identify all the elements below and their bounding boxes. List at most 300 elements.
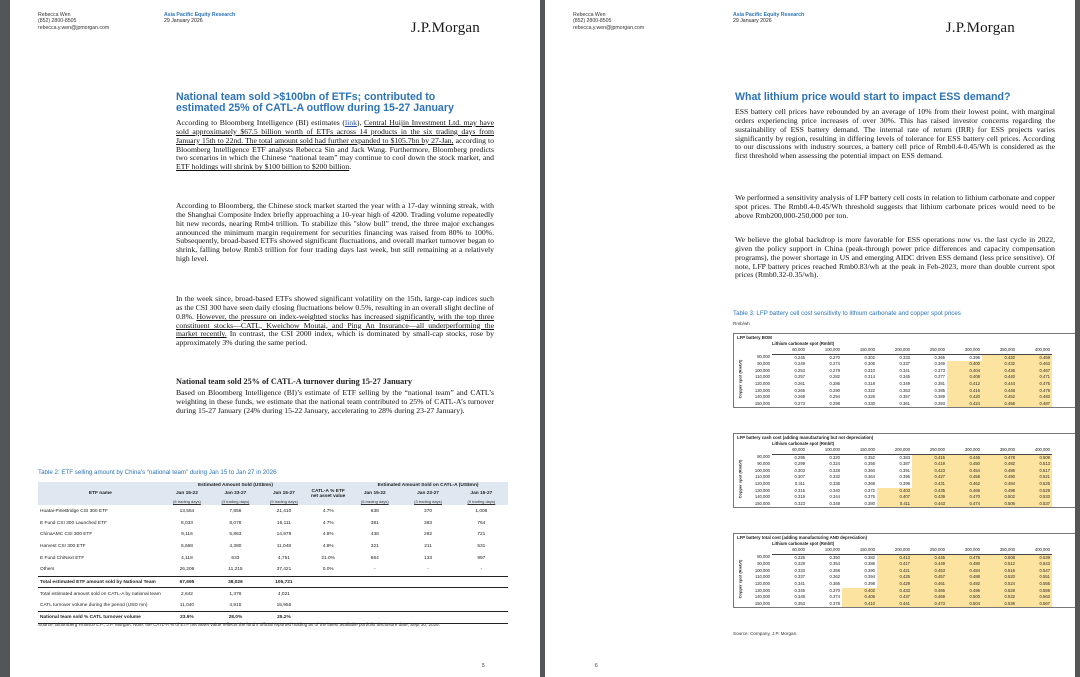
report-meta <box>733 12 804 25</box>
table-cell: 11,040 <box>179 602 195 608</box>
row-header: 110,000 <box>755 474 770 480</box>
row-header: 80,000 <box>757 554 770 560</box>
table-row <box>746 561 1052 568</box>
value-cell: 0.474 <box>947 501 982 508</box>
value-cell: 0.410 <box>842 601 877 608</box>
value-cell: 0.376 <box>864 494 875 500</box>
value-cell: 0.322 <box>864 387 875 393</box>
table-cell: 633 <box>231 555 240 561</box>
table-row <box>746 494 1052 501</box>
row-axis-title <box>735 350 745 407</box>
value-cell: 0.420 <box>947 394 982 401</box>
row-header: 130,000 <box>754 487 770 493</box>
value-cell: 0.295 <box>794 454 805 460</box>
value-cell: 0.470 <box>947 494 982 501</box>
page-header <box>38 12 520 52</box>
value-cell: 0.440 <box>982 374 1017 381</box>
table-cell <box>401 600 454 612</box>
value-cell: 0.302 <box>864 354 875 360</box>
value-cell: 0.366 <box>829 580 840 586</box>
value-cell: 0.253 <box>794 367 805 373</box>
value-cell: 0.480 <box>947 561 982 568</box>
col-etf-name: ETF name <box>38 482 163 505</box>
table-cell <box>308 600 348 612</box>
table-cell: 16,111 <box>276 520 291 526</box>
value-cell: 0.396 <box>969 354 980 360</box>
value-cell: 0.393 <box>934 400 945 406</box>
value-cell: 0.274 <box>829 361 840 367</box>
column-header: 300,000 <box>947 347 982 354</box>
table-cell: E Fund ChiNext ETF <box>40 555 85 561</box>
table-cell <box>401 588 454 600</box>
report-page-5 <box>10 0 540 677</box>
value-cell: 0.420 <box>982 354 1017 361</box>
value-cell: 0.520 <box>982 574 1017 581</box>
etf-table-body <box>38 505 508 623</box>
value-cell: 0.345 <box>899 374 910 380</box>
sensitivity-title: LFP battery total cost (adding manufacturing AND depreciation) <box>734 534 1075 541</box>
table-cell: 5,863 <box>229 532 242 538</box>
value-cell: 0.330 <box>864 400 875 406</box>
table-row <box>38 505 508 517</box>
value-cell: 0.448 <box>982 388 1017 395</box>
table-3-source: Source: Company, J.P. Morgan. <box>733 631 798 636</box>
period-days: (3 trading days) <box>211 498 259 506</box>
row-header: 120,000 <box>754 480 770 486</box>
row-header: 110,000 <box>755 374 770 380</box>
column-header: 100,000 <box>807 547 842 554</box>
table-row <box>746 388 1052 395</box>
col-group-amount-sold: Estimated Amount Sold (US$mn) <box>163 482 308 490</box>
table-cell: 381 <box>370 520 379 526</box>
row-header: 120,000 <box>754 380 770 386</box>
value-cell: 0.360 <box>864 467 875 473</box>
value-cell: 0.314 <box>864 374 875 380</box>
table-row <box>746 474 1052 481</box>
value-cell: 0.458 <box>947 474 982 481</box>
value-cell: 0.525 <box>1017 481 1052 488</box>
table-row <box>746 601 1052 608</box>
value-cell: 0.473 <box>912 601 947 608</box>
value-cell: 0.294 <box>829 394 840 400</box>
value-cell: 0.547 <box>1017 568 1052 575</box>
value-cell: 0.381 <box>934 380 945 386</box>
column-header: 350,000 <box>982 547 1017 554</box>
value-cell: 0.543 <box>1017 561 1052 568</box>
value-cell: 0.441 <box>877 601 912 608</box>
column-header: 60,000 <box>772 447 807 454</box>
value-cell: 0.395 <box>899 474 910 480</box>
table-cell: 4,021 <box>277 591 290 597</box>
table-cell: 25.2% <box>260 612 308 624</box>
value-cell: 0.282 <box>829 374 840 380</box>
table-row <box>746 361 1052 368</box>
table-2-caption: Table 2: ETF selling amount by China's “national team” during Jan 15 to Jan 27 in 2026 <box>38 469 277 476</box>
column-header: 150,000 <box>842 347 877 354</box>
value-cell: 0.425 <box>877 574 912 581</box>
value-cell: 0.444 <box>982 381 1017 388</box>
value-cell: 0.374 <box>829 594 840 600</box>
table-2-source: Source: Bloomberg Finance L.P., J.P. Morgan. Note: the CATL-A % of ETF net asset value reflects the fund's official reported holding as of the latest available portfolio disclosure date, Sept 30, 2025. <box>38 622 440 627</box>
table-row <box>38 576 508 588</box>
value-cell: 0.249 <box>794 361 805 367</box>
table-cell: Total estimated ETF amount sold by National Team <box>38 576 163 588</box>
author-name: Rebecca Wen <box>38 12 71 18</box>
value-cell: 0.439 <box>912 494 947 501</box>
value-cell: 0.521 <box>1017 474 1052 481</box>
value-cell: 0.487 <box>1017 401 1052 408</box>
table-cell: 28.0% <box>211 612 259 624</box>
value-cell: 0.417 <box>877 561 912 568</box>
table-cell: 531 <box>477 544 486 550</box>
period-header: Jan 15-22 <box>163 490 211 498</box>
value-cell: 0.364 <box>864 474 875 480</box>
value-cell: 0.517 <box>1017 468 1052 475</box>
table-cell: 105,721 <box>260 576 308 588</box>
row-header: 100,000 <box>754 467 770 473</box>
paragraph-1 <box>176 119 494 172</box>
column-header: 350,000 <box>982 347 1017 354</box>
period-days: (3 trading days) <box>401 498 454 506</box>
period-header: Jan 23-27 <box>211 490 259 498</box>
column-header: 350,000 <box>982 447 1017 454</box>
table-row <box>746 574 1052 581</box>
jpmorgan-logo: J.P.Morgan <box>410 20 480 36</box>
value-cell: 0.413 <box>877 554 912 561</box>
column-header: 200,000 <box>877 447 912 454</box>
value-cell: 0.537 <box>1017 501 1052 508</box>
table-cell <box>308 576 348 588</box>
value-cell: 0.450 <box>947 461 982 468</box>
value-cell: 0.319 <box>794 494 805 500</box>
value-cell: 0.306 <box>864 361 875 367</box>
period-days: (6 trading days) <box>348 498 401 506</box>
value-cell: 0.333 <box>794 567 805 573</box>
table-cell: 7,856 <box>229 508 242 514</box>
table-cell: 370 <box>424 508 433 514</box>
table-cell <box>348 576 401 588</box>
value-cell: 0.528 <box>982 588 1017 595</box>
value-cell: 0.431 <box>912 481 947 488</box>
column-header: 250,000 <box>912 447 947 454</box>
table-cell: ChinaAMC CSI 300 ETF <box>40 532 93 538</box>
period-header: Jan 15-27 <box>260 490 308 498</box>
table-row <box>38 517 508 529</box>
value-cell: 0.461 <box>912 581 947 588</box>
p3-text-a: In the week since, broad-based ETFs showed significant volatility on the 15th, large-cap indices such as the CSI 300 have seen daily closing fluctuations below 0.5%, resulting in an overall slight decline of 0.8%. <box>176 294 494 321</box>
row-header: 150,000 <box>754 500 770 506</box>
table-row <box>746 354 1052 361</box>
value-cell: 0.270 <box>829 354 840 360</box>
row-header: 120,000 <box>754 580 770 586</box>
value-cell: 0.400 <box>947 361 982 368</box>
value-cell: 0.394 <box>864 574 875 580</box>
value-cell: 0.436 <box>982 368 1017 375</box>
value-cell: 0.467 <box>1017 368 1052 375</box>
row-header: 140,000 <box>754 594 770 600</box>
value-cell: 0.494 <box>982 481 1017 488</box>
page-number: 5 <box>482 663 485 669</box>
value-cell: 0.453 <box>912 568 947 575</box>
column-header: 250,000 <box>912 347 947 354</box>
value-cell: 0.459 <box>1017 354 1052 361</box>
table-cell: 23.9% <box>163 612 211 624</box>
row-header: 90,000 <box>757 361 770 367</box>
row-axis-label: Copper spot (Rmb/t) <box>737 459 743 499</box>
table-3-caption: Table 3: LFP battery cell cost sensitivity to lithium carbonate and copper spot prices <box>733 310 961 317</box>
table-cell: 638 <box>370 508 379 514</box>
table-row <box>746 394 1052 401</box>
value-cell: 0.261 <box>794 380 805 386</box>
table-cell: 1,008 <box>475 508 488 514</box>
value-cell: 0.318 <box>864 380 875 386</box>
p3-underlined: However, the pressure on index-weighted stocks has increased significantly, with the top three constituent stocks—CATL, Kweichow Moutai, and Ping An Insurance—all underperforming the market recently. <box>176 311 495 339</box>
p1-text-c: according to Bloomberg Intelligence ETF analysts Rebecca Sin and Jack Wang. Furthermore, Bloomberg predicts two scenarios in which the Chinese “national team” may continue to cool down the stock market, and <box>176 135 494 163</box>
value-cell: 0.383 <box>899 454 910 460</box>
p1-underlined: Central Huijin Investment Ltd. may have sold approximately $67.5 billion worth of ETFs across 14 products in the six trading days from January 15th to 22nd. The total amount sold had further expanded to $105.7bn by 27-Jan, <box>176 118 495 145</box>
value-cell: 0.323 <box>794 500 805 506</box>
row-header: 130,000 <box>754 387 770 393</box>
table-row <box>746 594 1052 601</box>
author-name: Rebecca Wen <box>573 12 606 18</box>
table-cell: 4.7% <box>322 508 334 514</box>
column-header: 60,000 <box>772 547 807 554</box>
p3-text-b: In contrast, the CSI 2000 index, which is dominated by small-cap stocks, rose by approximately 3% during the same period. <box>176 329 494 348</box>
column-header: 300,000 <box>947 447 982 454</box>
value-cell: 0.361 <box>899 400 910 406</box>
table-row <box>746 581 1052 588</box>
value-cell: 0.457 <box>912 574 947 581</box>
table-cell: 764 <box>477 520 486 526</box>
value-cell: 0.479 <box>1017 388 1052 395</box>
value-cell: 0.504 <box>947 601 982 608</box>
report-dept: Asia Pacific Equity Research <box>733 12 805 18</box>
table-row <box>746 588 1052 595</box>
value-cell: 0.380 <box>864 500 875 506</box>
value-cell: 0.532 <box>982 594 1017 601</box>
value-cell: 0.437 <box>877 594 912 601</box>
value-cell: 0.362 <box>829 574 840 580</box>
value-cell: 0.427 <box>912 474 947 481</box>
column-axis-title: Lithium carbonate spot (Rmb/t) <box>772 541 835 546</box>
value-cell: 0.386 <box>864 561 875 567</box>
period-days: (9 trading days) <box>260 498 308 506</box>
table-cell: 721 <box>477 532 486 538</box>
value-cell: 0.524 <box>982 581 1017 588</box>
value-cell: 0.389 <box>934 394 945 400</box>
value-cell: 0.419 <box>912 461 947 468</box>
value-cell: 0.377 <box>934 374 945 380</box>
value-cell: 0.328 <box>829 467 840 473</box>
row-axis-title <box>735 550 745 607</box>
subheading: National team sold 25% of CATL-A turnover during 15-27 January <box>176 377 413 386</box>
value-cell: 0.353 <box>794 600 805 606</box>
value-cell: 0.391 <box>899 467 910 473</box>
corner-cell <box>746 547 772 554</box>
value-cell: 0.412 <box>947 381 982 388</box>
value-cell: 0.516 <box>982 568 1017 575</box>
paragraph-3 <box>176 295 494 348</box>
value-cell: 0.370 <box>829 587 840 593</box>
author-phone: (852) 2800-8505 <box>38 18 77 25</box>
author-block <box>38 12 109 31</box>
col-catl-pct: CATL-A % ETF net asset value <box>308 482 348 505</box>
value-cell: 0.352 <box>864 454 875 460</box>
table-cell <box>455 600 508 612</box>
corner-cell <box>746 347 772 354</box>
table-row <box>746 454 1052 461</box>
p1-text-b: ), <box>356 118 365 127</box>
table-cell: 4,118 <box>181 555 193 561</box>
table-row <box>38 553 508 565</box>
value-cell: 0.303 <box>794 467 805 473</box>
row-header: 80,000 <box>757 354 770 360</box>
table-cell: 2,642 <box>180 591 193 597</box>
etf-selling-table <box>38 482 508 624</box>
table-unit: Rmb/wh <box>733 321 750 326</box>
column-header: 60,000 <box>772 347 807 354</box>
value-cell: 0.337 <box>794 574 805 580</box>
table-cell: - <box>427 567 429 573</box>
value-cell: 0.463 <box>1017 361 1052 368</box>
author-email[interactable]: rebecca.y.wen@jpmorgan.com <box>573 24 645 31</box>
value-cell: 0.329 <box>794 561 805 567</box>
value-cell: 0.278 <box>829 367 840 373</box>
table-cell: 4.8% <box>322 532 334 538</box>
value-cell: 0.406 <box>842 594 877 601</box>
p1-text-d: . <box>349 162 352 172</box>
value-cell: 0.509 <box>1017 454 1052 461</box>
table-row <box>746 488 1052 495</box>
value-cell: 0.513 <box>1017 461 1052 468</box>
table-cell: Others <box>40 567 55 573</box>
row-header: 140,000 <box>754 394 770 400</box>
row-axis-label: Copper spot (Rmb/t) <box>737 559 743 599</box>
value-cell: 0.424 <box>947 401 982 408</box>
header-row <box>746 547 1052 554</box>
author-block <box>573 12 644 31</box>
value-cell: 0.454 <box>947 468 982 475</box>
period-header: Jan 15-27 <box>455 490 508 498</box>
column-header: 400,000 <box>1017 547 1052 554</box>
value-cell: 0.340 <box>829 487 840 493</box>
value-cell: 0.368 <box>864 480 875 486</box>
table-row <box>746 368 1052 375</box>
value-cell: 0.382 <box>864 554 875 560</box>
table-cell: 997 <box>477 555 486 561</box>
value-cell: 0.536 <box>982 601 1017 608</box>
value-cell: 0.466 <box>947 488 982 495</box>
value-cell: 0.432 <box>982 361 1017 368</box>
sensitivity-grid <box>746 447 1052 507</box>
value-cell: 0.469 <box>912 594 947 601</box>
value-cell: 0.408 <box>947 374 982 381</box>
value-cell: 0.423 <box>912 468 947 475</box>
row-header: 150,000 <box>754 600 770 606</box>
value-cell: 0.449 <box>912 561 947 568</box>
value-cell: 0.488 <box>947 574 982 581</box>
period-days: (6 trading days) <box>163 498 211 506</box>
author-phone: (852) 2800-8505 <box>573 18 612 25</box>
value-cell: 0.299 <box>794 461 805 467</box>
value-cell: 0.298 <box>829 400 840 406</box>
value-cell: 0.356 <box>864 461 875 467</box>
section-heading: What lithium price would start to impact ESS demand? <box>735 91 1011 103</box>
value-cell: 0.555 <box>1017 581 1052 588</box>
value-cell: 0.500 <box>947 594 982 601</box>
value-cell: 0.486 <box>982 468 1017 475</box>
value-cell: 0.559 <box>1017 588 1052 595</box>
table-cell: 383 <box>424 520 433 526</box>
table-cell <box>455 588 508 600</box>
table-cell: 67,695 <box>163 576 211 588</box>
column-header: 150,000 <box>842 447 877 454</box>
column-header: 400,000 <box>1017 447 1052 454</box>
value-cell: 0.443 <box>912 501 947 508</box>
period-header: Jan 15-22 <box>348 490 401 498</box>
table-cell: E Fund CSI 300 Launched ETF <box>40 520 107 526</box>
value-cell: 0.286 <box>829 380 840 386</box>
table-cell: 211 <box>424 544 432 550</box>
table-cell: 38,026 <box>211 576 259 588</box>
value-cell: 0.349 <box>899 380 910 386</box>
table-cell: Harvest CSI 300 ETF <box>40 544 86 550</box>
value-cell: 0.325 <box>794 554 805 560</box>
value-cell: 0.257 <box>794 374 805 380</box>
table-row <box>746 374 1052 381</box>
period-header: Jan 23-27 <box>401 490 454 498</box>
paragraph-3: We believe the global backdrop is more favorable for ESS operations now vs. the last cycle in 2022, given the policy support in China (peak-through power price differences and capacity compensation programs), the power shortage in US and emerging AIDC driven ESS demand (less price sensitive). Of note, LFP battery prices reached Rmb0.83/wh at the peak in Feb-2023, more than double current spot prices (Rmb0.32-0.35/wh). <box>735 235 1055 280</box>
header-row <box>746 447 1052 454</box>
value-cell: 0.378 <box>829 600 840 606</box>
author-email[interactable]: rebecca.y.wen@jpmorgan.com <box>38 24 110 31</box>
table-cell: 37,421 <box>276 567 292 573</box>
table-cell: 26,206 <box>179 567 195 573</box>
table-cell <box>348 600 401 612</box>
table-row <box>38 588 508 600</box>
value-cell: 0.398 <box>864 580 875 586</box>
header-row <box>746 347 1052 354</box>
table-cell: 0.0% <box>322 567 334 573</box>
period-days: (9 trading days) <box>455 498 508 506</box>
value-cell: 0.529 <box>1017 488 1052 495</box>
table-cell: 1,378 <box>229 591 242 597</box>
sensitivity-grid <box>746 347 1052 407</box>
value-cell: 0.290 <box>829 387 840 393</box>
value-cell: 0.311 <box>794 480 805 486</box>
value-cell: 0.399 <box>899 480 910 486</box>
column-header: 300,000 <box>947 547 982 554</box>
row-header: 100,000 <box>754 567 770 573</box>
value-cell: 0.433 <box>877 588 912 595</box>
value-cell: 0.533 <box>1017 494 1052 501</box>
value-cell: 0.465 <box>912 588 947 595</box>
table-cell: 21.0% <box>321 555 335 561</box>
value-cell: 0.350 <box>829 554 840 560</box>
table-row <box>746 468 1052 475</box>
table-cell: 4.7% <box>322 520 334 526</box>
value-cell: 0.344 <box>829 494 840 500</box>
value-cell: 0.446 <box>947 454 982 461</box>
paragraph-2: According to Bloomberg, the Chinese stock market started the year with a 17-day winning streak, with the Shanghai Composite Index briefly approaching a 10-year high of 4200. Trading volume repeatedly hit new records, nearing Rmb4 trillion. To stabilize this "slow bull" trend, the three major exchanges announced the minimum margin requirement for securities financing was raised from 80% to 100%. Subsequently, broad-based ETFs showed significant fluctuations, and overall market turnover began to shrink, falling below Rmb3 trillion for four trading days last week, but still remaining at a relatively high level. <box>176 201 494 264</box>
table-row <box>38 600 508 612</box>
column-header: 250,000 <box>912 547 947 554</box>
value-cell: 0.365 <box>934 354 945 360</box>
p1-underlined-2: ETF holdings will shrink by $100 billion to $200 billion <box>176 162 350 172</box>
bloomberg-link[interactable]: link <box>344 118 357 127</box>
value-cell: 0.269 <box>794 394 805 400</box>
value-cell: 0.403 <box>877 488 912 495</box>
